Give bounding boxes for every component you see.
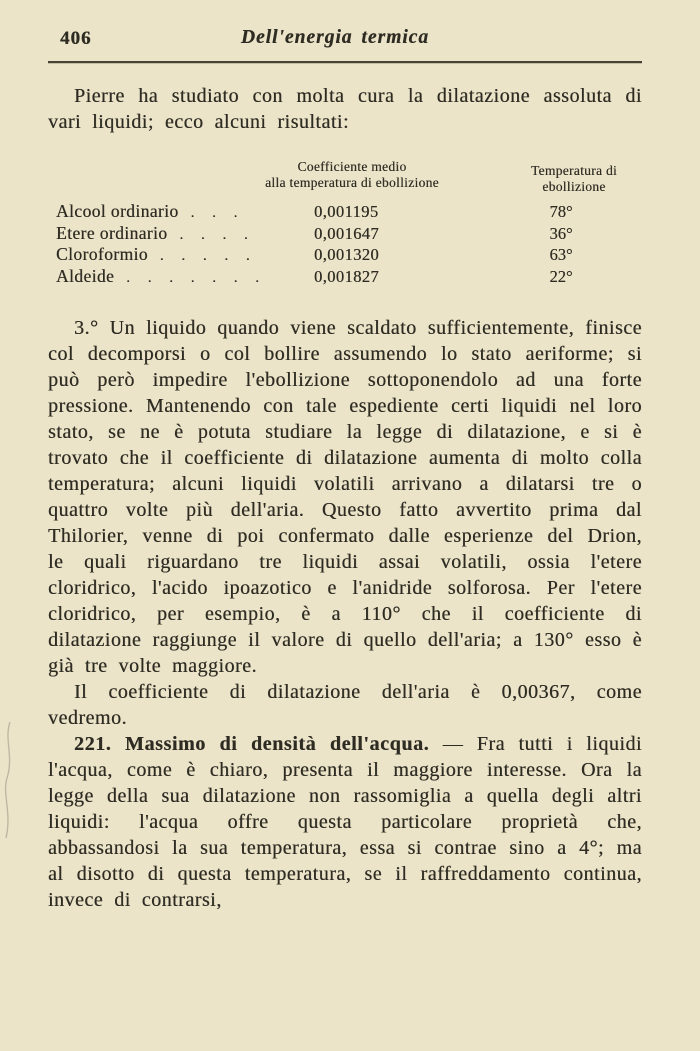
table-header xyxy=(48,159,642,199)
paragraph-coefficient-air: Il coefficiente di dilatazione dell'aria è 0,00367, come vedremo. xyxy=(48,681,642,729)
table-header-temperature-line2: ebollizione xyxy=(542,179,606,194)
paragraph-3: 3.° Un liquido quando viene scaldato sufficientemente, finisce col decomporsi o col bollire assumendo lo stato aeriforme; si può però impedire l'ebollizione sottoponendolo ad una forte pressione. Mantenendo con tale espediente certi liquidi nel loro stato, se ne è potuta studiare la legge di dilatazione, e si è trovato che il coefficiente di dilatazione aumenta di molto colla temperatura; alcuni liquidi volatili arrivano a dilatarsi tre o quattro volte più dell'aria. Questo fatto avvertito prima dal Thilorier, venne di poi confermato dalle esperienze del Drion, le quali riguardano tre liquidi assai volatili, ossia l'etere cloridrico, l'acido ipoazotico e l'anidride solforosa. Per l'etere cloridrico, per esempio, è a 110° che il coefficiente di dilatazione raggiunge il valore di quello dell'aria; a 130° esso è già tre volte maggiore. xyxy=(48,317,642,677)
table-row xyxy=(48,201,642,223)
table-rows xyxy=(48,201,642,287)
liquid-name-cell xyxy=(48,244,306,265)
temperature-value: 22° xyxy=(549,266,573,286)
liquid-name: Cloroformio xyxy=(56,244,148,264)
table-header-temperature xyxy=(498,163,650,195)
header-rule xyxy=(48,61,642,63)
dot-leader: . . . xyxy=(190,205,245,221)
table-header-coefficient xyxy=(196,159,508,191)
table-row xyxy=(48,223,642,245)
table-row xyxy=(48,266,642,288)
temperature-value: 63° xyxy=(549,245,573,264)
liquid-name: Etere ordinario xyxy=(56,222,168,243)
coefficient-value: 0,001320 xyxy=(314,245,380,264)
liquid-name-cell xyxy=(48,201,306,222)
coefficient-value: 0,001827 xyxy=(314,266,380,286)
dot-leader: . . . . xyxy=(179,226,255,243)
temperature-value: 36° xyxy=(549,223,573,243)
page-header xyxy=(48,26,642,56)
page-number: 406 xyxy=(60,28,92,49)
results-table xyxy=(48,159,642,287)
dot-leader: . . . . . . . xyxy=(126,269,266,286)
intro-paragraph: Pierre ha studiato con molta cura la dilatazione assoluta di vari liquidi; ecco alcuni risultati: xyxy=(48,85,642,133)
coefficient-value: 0,001195 xyxy=(314,202,379,221)
page-content xyxy=(48,0,642,913)
liquid-name: Alcool ordinario xyxy=(56,201,179,221)
margin-pencil-mark xyxy=(0,720,22,840)
section-221-text: — Fra tutti i liquidi l'acqua, come è chiaro, presenta il maggiore interesse. Ora la legge della sua dilatazione non rassomiglia a quella degli altri liquidi: l'acqua offre questa particolare proprietà che, abbassandosi la sua temperatura, essa si contrae sino a 4°; ma al disotto di questa temperatura, se il raffreddamento continua, invece di contrarsi, xyxy=(48,733,643,911)
paragraph-221 xyxy=(48,731,642,913)
section-221-heading: 221. Massimo di densità dell'acqua. xyxy=(74,733,430,755)
liquid-name: Aldeide xyxy=(56,265,115,286)
table-row xyxy=(48,244,642,266)
running-header: Dell'energia termica xyxy=(240,27,430,48)
liquid-name-cell xyxy=(48,223,306,244)
table-header-temperature-line1: Temperatura di xyxy=(530,163,618,178)
table-header-coefficient-line1: Coefficiente medio xyxy=(297,159,407,174)
dot-leader: . . . . . xyxy=(159,248,257,264)
coefficient-value: 0,001647 xyxy=(314,223,380,243)
table-header-coefficient-line2: alla temperatura di ebollizione xyxy=(265,175,439,190)
temperature-value: 78° xyxy=(549,202,573,221)
liquid-name-cell xyxy=(48,266,306,287)
